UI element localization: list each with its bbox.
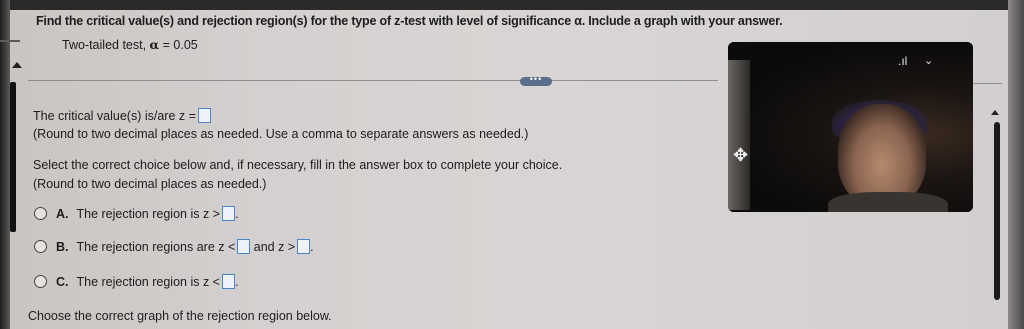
window-right-edge [1008,0,1024,329]
graph-choice-instruction: Choose the correct graph of the rejection region below. [28,309,332,323]
given-info [62,37,198,52]
option-c-letter: C. [56,275,69,289]
expand-more-button[interactable]: ••• [520,77,552,86]
option-a-radio[interactable] [34,207,47,220]
option-b-text: The rejection regions are z < [76,240,236,254]
option-a-answer-box[interactable] [222,206,235,221]
option-a-text: The rejection region is z > [76,207,220,221]
option-a-period: . [234,207,239,221]
option-a[interactable] [56,206,238,221]
alpha-symbol: α [149,37,160,52]
option-b-and-text: and z > [250,240,296,254]
chevron-down-icon[interactable]: ⌄ [924,55,934,67]
window-top-edge [0,0,1024,10]
window-left-edge [0,0,10,329]
choice-instruction: Select the correct choice below and, if necessary, fill in the answer box to complete your choice. [33,158,563,172]
option-b-letter: B. [56,240,69,254]
option-c-answer-box[interactable] [222,274,235,289]
signal-strength-icon: .ıl [898,54,908,68]
given-prefix: Two-tailed test, [62,38,150,52]
scroll-up-arrow-icon[interactable] [991,110,999,115]
critical-value-label: The critical value(s) is/are z = [33,109,196,123]
participant-shirt [828,192,948,212]
option-b-period: . [310,240,314,254]
section-divider-right [972,83,1002,84]
critical-value-answer-box[interactable] [198,108,211,123]
option-c-period: . [234,275,239,289]
option-c-text: The rejection region is z < [76,275,220,289]
option-b-radio[interactable] [34,240,47,253]
question-prompt: Find the critical value(s) and rejection region(s) for the type of z-test with level of significance α. Include a graph with your answer. [36,14,783,28]
option-b-lower-answer-box[interactable] [237,239,250,254]
left-tick-mark [0,40,20,42]
option-b[interactable] [56,239,314,254]
left-scroll-up-arrow-icon[interactable] [12,62,22,68]
participant-face [838,104,926,206]
option-a-letter: A. [56,207,69,221]
critical-value-round-note: (Round to two decimal places as needed. Use a comma to separate answers as needed.) [33,127,529,141]
move-icon[interactable]: ✥ [733,145,749,165]
video-light-edge [728,60,750,210]
critical-value-prompt [33,108,211,123]
option-c-radio[interactable] [34,275,47,288]
option-c[interactable] [56,274,238,289]
alpha-value: = 0.05 [159,38,198,52]
section-divider [28,80,718,81]
left-scroll-thumb[interactable] [10,82,16,232]
option-b-upper-answer-box[interactable] [297,239,310,254]
scrollbar-thumb[interactable] [994,122,1000,300]
choice-round-note: (Round to two decimal places as needed.) [33,177,267,191]
video-call-overlay[interactable] [728,42,973,212]
